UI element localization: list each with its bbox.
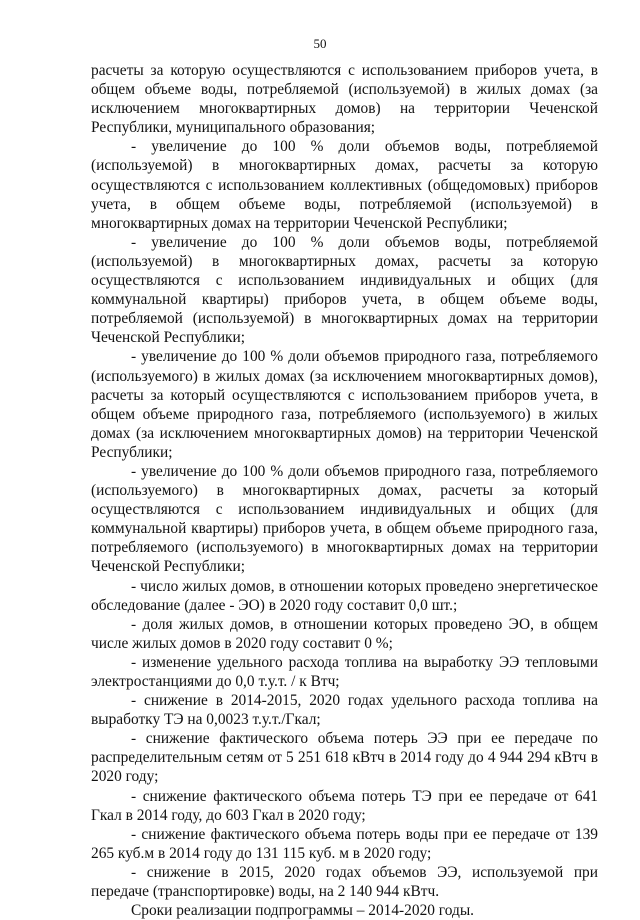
list-item-electricity-losses: - снижение фактического объема потерь ЭЭ при ее передаче по распределительным сетям от 5 251 618 кВтч в 2014 году до 4 944 294 кВтч в 2020 году;	[91, 730, 598, 786]
list-item-gas-houses: - увеличение до 100 % доли объемов природного газа, потребляемого (используемого) в жилых домах (за исключением многоквартирных домов), расчеты за который осуществляются с использованием приборов учета, в общем объеме природного газа, потребляемого (используемого) в жилых домах (за исключением многоквартирных домов) на территории Чеченской Республики;	[91, 348, 598, 461]
list-item-water-collective-meters: - увеличение до 100 % доли объемов воды, потребляемой (используемой) в многоквартирных домах, расчеты за которую осуществляются с использованием коллективных (общедомовых) приборов учета, в общем объеме воды, потребляемой (используемой) в многоквартирных домах на территории Чеченской Республики;	[91, 138, 598, 232]
page-number: 50	[313, 36, 327, 51]
list-item-water-individual-meters: - увеличение до 100 % доли объемов воды, потребляемой (используемой) в многоквартирных домах, расчеты за которую осуществляются с использованием индивидуальных и общих (для коммунальной квартиры) приборов учета, в общем объеме воды, потребляемой (используемой) в многоквартирных домах на территории Чеченской Республики;	[91, 233, 598, 347]
list-item-water-losses: - снижение фактического объема потерь воды при ее передаче от 139 265 куб.м в 2014 году до 131 115 куб. м в 2020 году;	[91, 825, 598, 862]
list-item-energy-audit-count: - число жилых домов, в отношении которых проведено энергетическое обследование (далее - ЭО) в 2020 году составит 0,0 шт.;	[91, 577, 598, 614]
list-item-electricity-water-transport: - снижение в 2015, 2020 годах объемов ЭЭ, используемой при передаче (транспортировке) воды, на 2 140 944 кВтч.	[91, 863, 598, 901]
document-body	[91, 61, 598, 920]
list-item-energy-audit-share: - доля жилых домов, в отношении которых проведено ЭО, в общем числе жилых домов в 2020 году составит 0 %;	[91, 615, 598, 652]
list-item-heat-losses: - снижение фактического объема потерь ТЭ при ее передаче от 641 Гкал в 2014 году, до 603 Гкал в 2020 году;	[91, 787, 598, 824]
paragraph-continuation: расчеты за которую осуществляются с использованием приборов учета, в общем объеме воды, потребляемой (используемой) в жилых домах (за исключением многоквартирных домов) на территории Чеченской Республики, муниципального образования;	[91, 62, 598, 137]
list-item-gas-apartments: - увеличение до 100 % доли объемов природного газа, потребляемого (используемого) в многоквартирных домах, расчеты за который осуществляются с использованием индивидуальных и общих (для коммунальной квартиры) приборов учета, в общем объеме природного газа, потребляемого (используемого) в многоквартирных домах на территории Чеченской Республики;	[91, 462, 598, 576]
list-item-fuel-consumption-electricity: - изменение удельного расхода топлива на выработку ЭЭ тепловыми электростанциями до 0,0 т.у.т. / к Втч;	[91, 653, 598, 690]
implementation-period: Сроки реализации подпрограммы – 2014-2020 годы.	[131, 902, 475, 920]
list-item-fuel-consumption-heat: - снижение в 2014-2015, 2020 годах удельного расхода топлива на выработку ТЭ на 0,0023 т.у.т./Гкал;	[91, 692, 598, 729]
